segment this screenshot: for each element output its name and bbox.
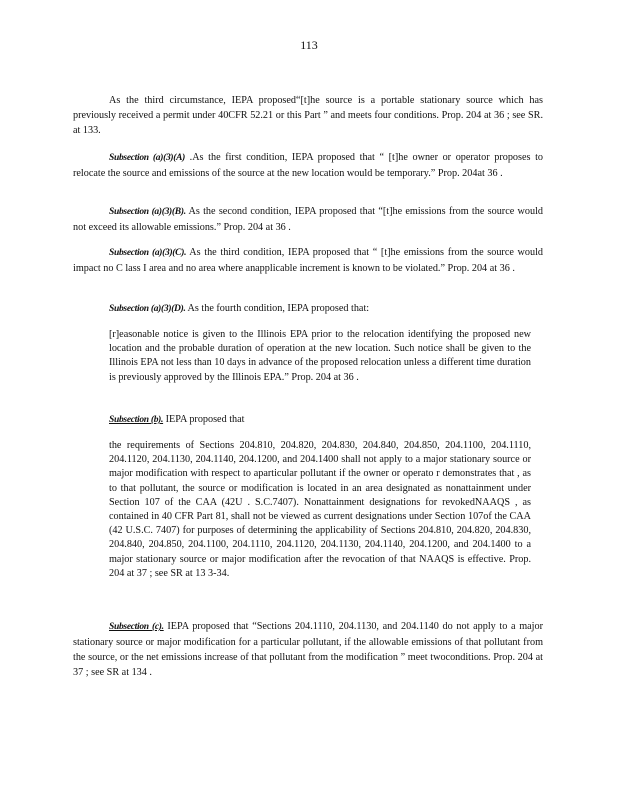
paragraph-subsection-a3d — [73, 301, 543, 317]
block-quote-notice — [109, 328, 531, 385]
paragraph-text: As the third condition, IEPA proposed that “ [t]he emissions from the source would impact no C lass I area and no area where anapplicable increment is known to be violated.” Prop. 204 at 36 . — [73, 247, 544, 274]
subsection-heading: Subsection (a)(3)(B). — [109, 207, 186, 217]
subsection-heading: Subsection (b). — [109, 415, 164, 425]
paragraph-text: IEPA proposed that “Sections 204.1110, 204.1130, and 204.1140 do not apply to a major stationary source or major modification for a particular pollutant, if the allowable emissions of that pollutant from the source, or the net emissions increase of that pollutant from the modification ” meet twoconditions. Prop. 204 at 37 ; see SR at 134 . — [73, 621, 543, 678]
subsection-heading: Subsection (a)(3)(C). — [109, 248, 187, 258]
paragraph-third-circumstance — [73, 93, 543, 138]
quote-text: the requirements of Sections 204.810, 204.820, 204.830, 204.840, 204.850, 204.1100, 204.1110, 204.1120, 204.1130, 204.1140, 204.1200, and 204.1400 shall not apply to a major stationary source or major modification with respect to aparticular pollutant if the owner or operato r demonstrates that , as to that pollutant, the source or modification is located in an area designated as nonattainment under Section 107 of the CAA (42U . S.C.7407). Nonattainment designations for revokedNAAQS , as contained in 40 CFR Part 81, shall not be viewed as current designations under Section 107of the CAA (42 U.S.C. 7407) for purposes of determining the applicability of Sections 204.810, 204.820, 204.830, 204.840, 204.850, 204.1100, 204.1110, 204.1120, 204.1130, 204.1140, 204.1200, and 204.1400 to a major stationary source or major modification after the revocation of that NAAQS is effective. Prop. 204 at 37 ; see SR at 13 3-34. — [109, 440, 531, 579]
paragraph-subsection-a3a — [73, 150, 543, 181]
paragraph-text: IEPA proposed that — [165, 414, 245, 425]
paragraph-text: As the second condition, IEPA proposed that “[t]he emissions from the source would not exceed its allowable emissions.” Prop. 204 at 36 . — [73, 206, 543, 233]
block-quote-requirements — [109, 439, 531, 581]
subsection-heading: Subsection (a)(3)(A) — [109, 153, 186, 163]
subsection-heading: Subsection (a)(3)(D). — [109, 304, 186, 314]
quote-text: [r]easonable notice is given to the Illinois EPA prior to the relocation identifying the proposed new location and the probable duration of operation at the new location. Such notice shall be given to the Illinois EPA not less than 10 days in advance of the proposed relocation unless a different time duration is previously approved by the Illinois EPA.” Prop. 204 at 36 . — [109, 329, 531, 383]
paragraph-text: As the fourth condition, IEPA proposed that: — [187, 303, 370, 314]
paragraph-subsection-b — [73, 412, 543, 428]
page-number: 113 — [300, 38, 318, 52]
paragraph-text: .As the first condition, IEPA proposed that “ [t]he owner or operator proposes to relocate the source and emissions of the source at the new location would be temporary.” Prop. 204at 36 . — [73, 152, 544, 179]
paragraph-subsection-c — [73, 619, 543, 680]
subsection-heading: Subsection (c). — [109, 622, 164, 632]
paragraph-text: As the third circumstance, IEPA proposed“[t]he source is a portable stationary source which has previously received a permit under 40CFR 52.21 or this Part ” and meets four conditions. Prop. 204 at 36 ; see SR. at 133. — [73, 95, 543, 136]
paragraph-subsection-a3c — [73, 245, 543, 276]
paragraph-subsection-a3b — [73, 204, 543, 235]
